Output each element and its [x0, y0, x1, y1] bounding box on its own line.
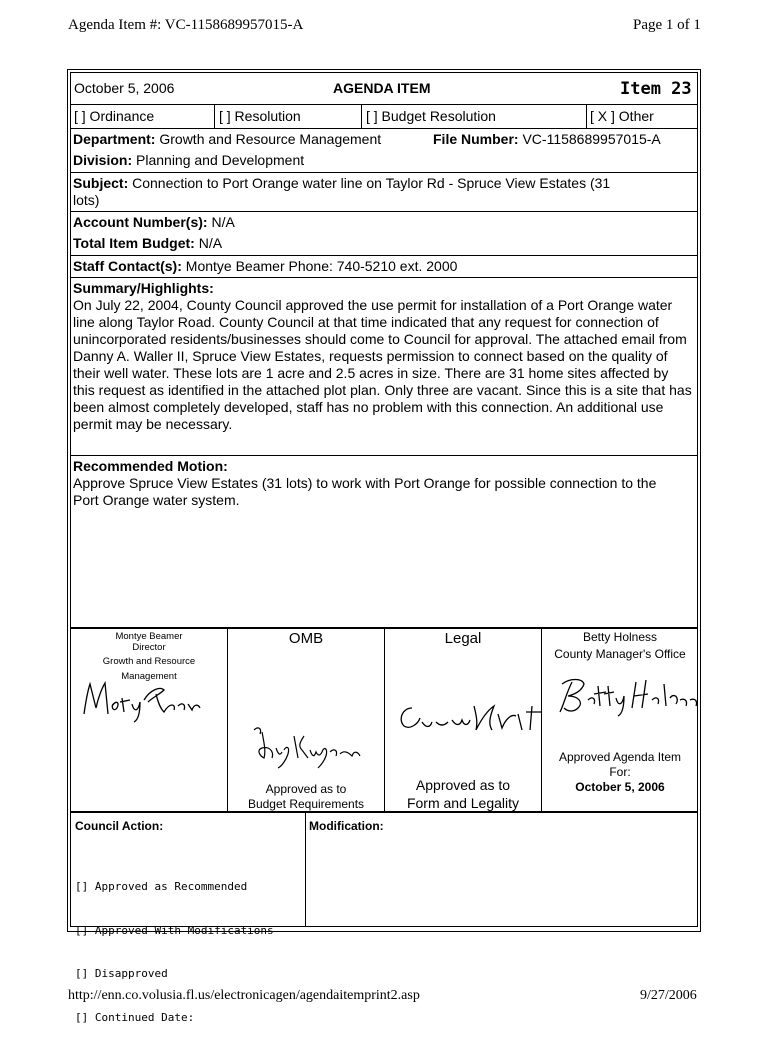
budget-value: N/A [198, 235, 223, 251]
omb-note-2: Budget Requirements [247, 797, 365, 811]
divider [361, 104, 362, 128]
council-action-label: Council Action: [75, 819, 164, 833]
type-ordinance: [ ] Ordinance [74, 108, 155, 124]
account-label: Account Number(s): [73, 214, 208, 230]
division-row [73, 152, 304, 169]
subject-row [73, 175, 610, 192]
manager-name: Betty Holness [582, 630, 658, 644]
division-label: Division: [73, 152, 133, 168]
staff-label: Staff Contact(s): [73, 258, 182, 274]
divider [70, 172, 698, 173]
manager-note-2: For: [609, 765, 631, 779]
form-title: AGENDA ITEM [333, 80, 431, 96]
director-block [72, 630, 226, 683]
council-option[interactable]: [] Disapproved [75, 967, 168, 980]
omb-title: OMB [288, 630, 324, 647]
account-value: N/A [211, 214, 235, 230]
agenda-item-id: Agenda Item #: VC-1158689957015-A [68, 17, 304, 33]
omb-note-1: Approved as to [265, 782, 347, 796]
omb-signature [248, 722, 363, 772]
divider [305, 812, 306, 927]
summary-label: Summary/Highlights: [73, 280, 214, 296]
budget-row [73, 235, 222, 252]
department-row [73, 131, 381, 148]
department-value: Growth and Resource Management [159, 131, 382, 147]
file-number-label: File Number: [433, 131, 519, 147]
motion-label: Recommended Motion: [73, 458, 228, 474]
manager-note-1: Approved Agenda Item [558, 750, 682, 764]
council-option[interactable]: [] Approved With Modifications [75, 923, 274, 937]
division-value: Planning and Development [136, 152, 305, 168]
budget-label: Total Item Budget: [73, 235, 195, 251]
divider [586, 104, 587, 128]
director-dept: Growth and Resource [102, 656, 196, 667]
manager-approval [542, 750, 698, 795]
summary-text: On July 22, 2004, County Council approved the use permit for installation of a Port Orange water line along Taylor Road. County Council at that time indicated that any request for connection of unincorporated residents/businesses should come to Council for approval. The attached email from Danny A. Waller II, Spruce View Estates, requests permission to connect based on the quality of their well water. These lots are 1 acre and 2.5 acres in size. There are 31 home sites affected by this request as identified in the attached plot plan. Only three are vacant. Since this is a site that has been almost completely developed, staff has no problem with this connection. An additional use permit may be necessary. [73, 297, 692, 432]
divider [70, 277, 698, 278]
council-option[interactable]: [] Continued Date: [75, 1010, 195, 1024]
divider [70, 128, 698, 129]
item-number: Item 23 [620, 79, 692, 99]
modification-label: Modification: [309, 819, 384, 833]
divider [70, 455, 698, 456]
staff-value: Montye Beamer Phone: 740-5210 ext. 2000 [185, 258, 458, 274]
motion-text: Approve Spruce View Estates (31 lots) to work with Port Orange for possible connection to the Port Orange water system. [73, 475, 657, 508]
divider [70, 211, 698, 212]
council-options [75, 851, 274, 1040]
file-number-row [433, 131, 661, 148]
type-budget-resolution: [ ] Budget Resolution [366, 108, 496, 124]
director-name: Montye Beamer [115, 631, 183, 642]
subject-label: Subject: [73, 175, 129, 191]
divider [214, 104, 215, 128]
legal-title: Legal [444, 630, 482, 647]
file-number-value: VC-1158689957015-A [522, 131, 661, 147]
type-resolution: [ ] Resolution [219, 108, 301, 124]
council-option[interactable]: [] Approved as Recommended [75, 880, 248, 893]
subject-continued: lots) [73, 192, 100, 208]
manager-approval-date: October 5, 2006 [575, 780, 665, 794]
manager-block [542, 630, 698, 662]
staff-row [73, 258, 457, 275]
omb-note [228, 782, 384, 812]
legal-note-2: Form and Legality [406, 795, 520, 811]
account-row [73, 214, 235, 231]
print-date: 9/27/2006 [640, 988, 697, 1003]
legal-signature [396, 700, 546, 740]
legal-note [385, 776, 541, 812]
legal-note-1: Approved as to [415, 777, 511, 793]
page-url: http://enn.co.volusia.fl.us/electronicagen/agendaitemprint2.asp [68, 988, 420, 1003]
director-dept-2: Management [121, 671, 177, 682]
director-signature [80, 678, 205, 723]
department-label: Department: [73, 131, 156, 147]
page-number: Page 1 of 1 [633, 17, 701, 33]
manager-signature [556, 672, 701, 717]
manager-office: County Manager's Office [554, 647, 686, 661]
subject-value: Connection to Port Orange water line on Taylor Rd - Spruce View Estates (31 [132, 175, 611, 191]
divider [70, 255, 698, 256]
agenda-date: October 5, 2006 [74, 80, 175, 96]
director-title: Director [132, 642, 166, 653]
type-other: [ X ] Other [590, 108, 654, 124]
divider [70, 104, 698, 105]
